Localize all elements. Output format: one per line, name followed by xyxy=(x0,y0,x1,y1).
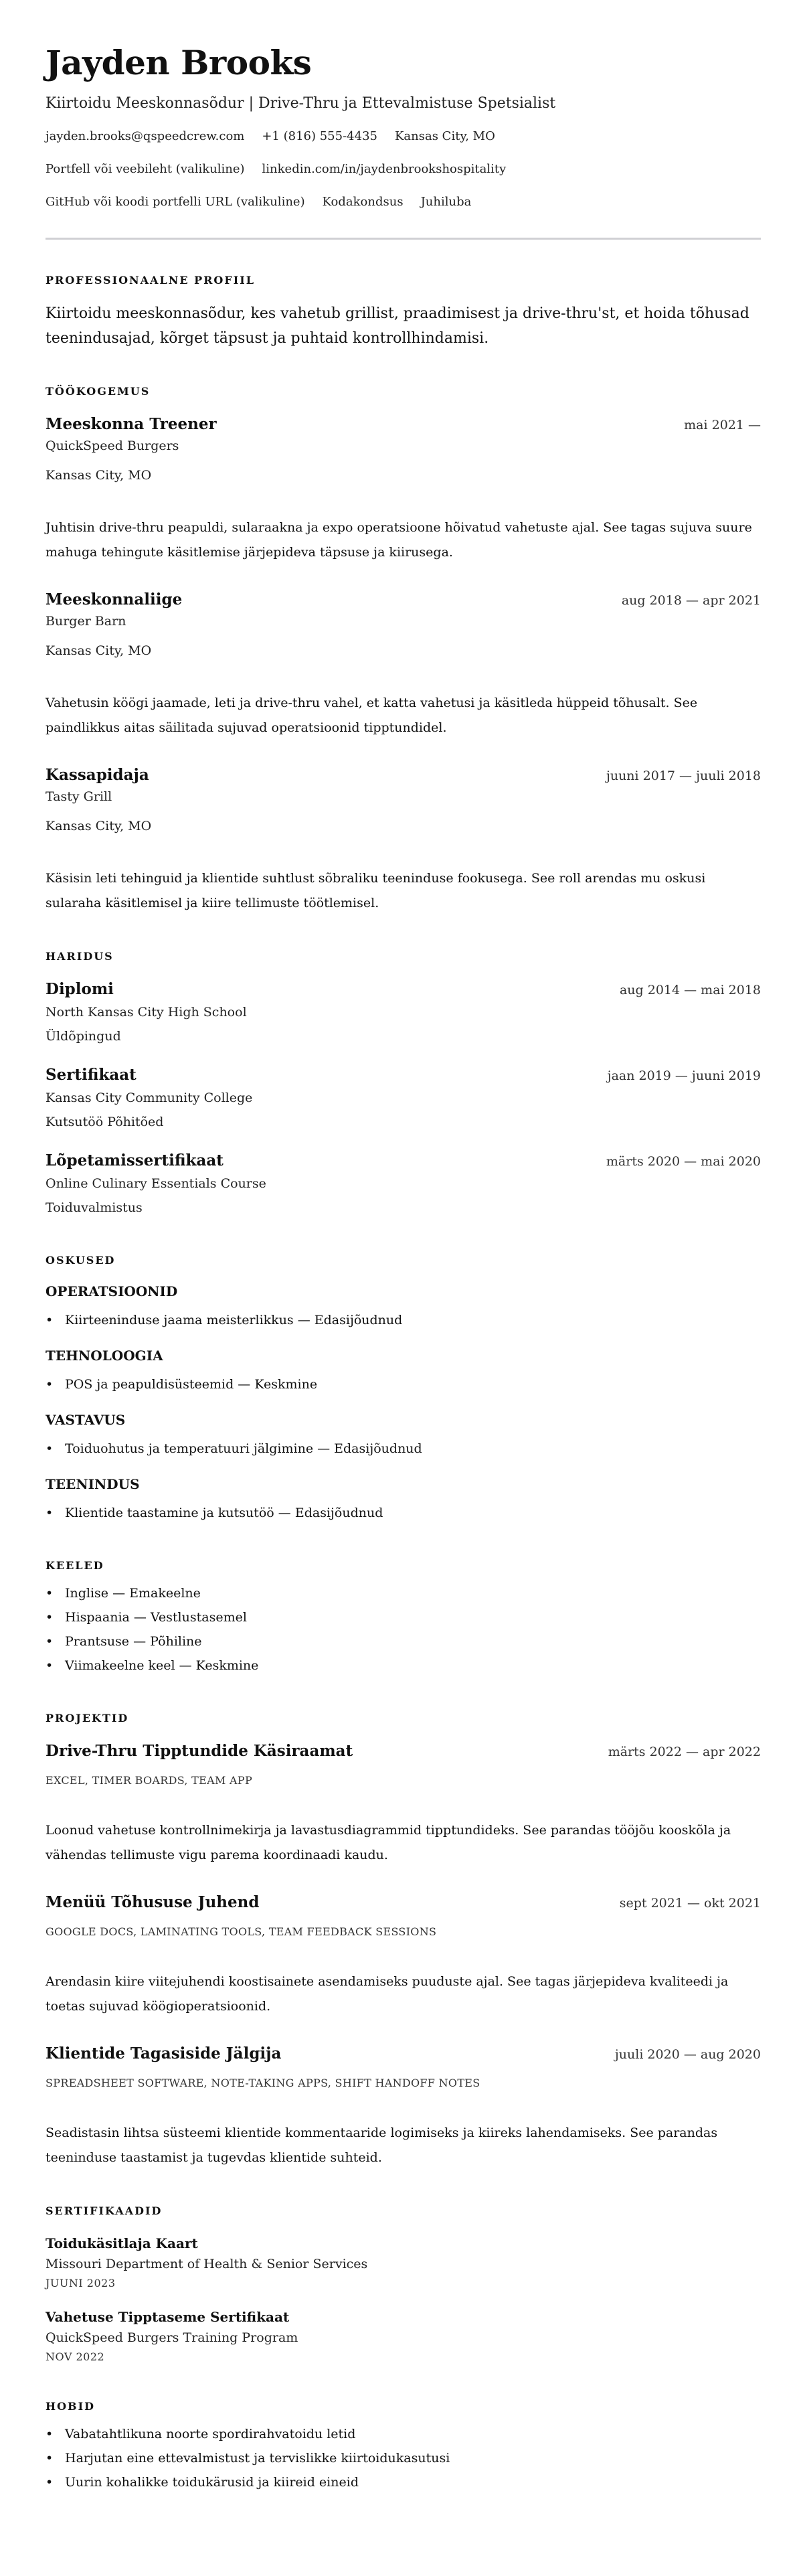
portfolio-link[interactable]: Portfell või veebileht (valikuline) xyxy=(46,162,245,176)
section-heading: HARIDUS xyxy=(46,950,114,963)
project-entry xyxy=(46,1741,761,1868)
skill-category: VASTAVUS xyxy=(46,1412,126,1428)
headline: Kiirtoidu Meeskonnasõdur | Drive-Thru ja Ettevalmistuse Spetsialist xyxy=(46,95,556,112)
languages-section xyxy=(46,1558,761,1678)
project-title: Klientide Tagasiside Jälgija xyxy=(46,2044,282,2063)
location: Kansas City, MO xyxy=(394,129,495,143)
project-entry xyxy=(46,1892,761,2019)
skill-list xyxy=(46,1372,761,1396)
candidate-name: Jayden Brooks xyxy=(46,43,312,82)
experience-section xyxy=(46,384,761,916)
hobby-item: • Uurin kohalikke toidukärusid ja kiireid eineid xyxy=(46,2470,761,2494)
section-heading: SERTIFIKAADID xyxy=(46,2204,163,2217)
skill-item: • POS ja peapuldisüsteemid — Keskmine xyxy=(46,1372,761,1396)
field-of-study: Üldõpingud xyxy=(46,1029,121,1044)
hobby-item: • Vabatahtlikuna noorte spordirahvatoidu letid xyxy=(46,2422,761,2446)
experience-entry xyxy=(46,589,761,740)
project-description: Arendasin kiire viitejuhendi koostisainete asendamiseks puuduste ajal. See tagas järjepideva kvaliteedi ja toetas sujuvad köögioperatsioonid. xyxy=(46,1974,729,2014)
company: Tasty Grill xyxy=(46,789,112,804)
skill-category: TEENINDUS xyxy=(46,1476,140,1492)
experience-entry xyxy=(46,764,761,916)
entry-header xyxy=(46,1741,761,1762)
entry-header xyxy=(46,414,761,435)
company: QuickSpeed Burgers xyxy=(46,438,179,453)
phone: +1 (816) 555-4435 xyxy=(262,129,377,143)
skill-item: • Toiduohutus ja temperatuuri jälgimine — Edasijõudnud xyxy=(46,1437,761,1461)
education-section xyxy=(46,949,761,1220)
job-location: Kansas City, MO xyxy=(46,643,152,658)
entry-header xyxy=(46,979,761,1000)
school: North Kansas City High School xyxy=(46,1005,247,1020)
education-dates: aug 2014 — mai 2018 xyxy=(619,983,761,997)
job-location: Kansas City, MO xyxy=(46,819,152,833)
project-entry xyxy=(46,2043,761,2170)
job-description: Käsisin leti tehinguid ja klientide suhtlust sõbraliku teeninduse fookusega. See roll arendas mu oskusi sularaha käsitlemisel ja kiire tellimuste töötlemisel. xyxy=(46,871,706,910)
profile-section xyxy=(46,273,761,351)
education-entry xyxy=(46,979,761,1048)
entry-header xyxy=(46,1892,761,1913)
entry-header xyxy=(46,1064,761,1086)
degree: Diplomi xyxy=(46,980,114,998)
job-dates: juuni 2017 — juuli 2018 xyxy=(606,769,761,783)
skill-list xyxy=(46,1437,761,1461)
drivers-license: Juhiluba xyxy=(420,195,472,209)
section-heading: PROFESSIONAALNE PROFIIL xyxy=(46,274,255,287)
email-link[interactable]: jayden.brooks@qspeedcrew.com xyxy=(46,129,245,143)
project-tech: SPREADSHEET SOFTWARE, NOTE-TAKING APPS, SHIFT HANDOFF NOTES xyxy=(46,2077,480,2089)
school: Online Culinary Essentials Course xyxy=(46,1176,266,1191)
field-of-study: Kutsutöö Põhitõed xyxy=(46,1115,164,1129)
project-title: Drive-Thru Tipptundide Käsiraamat xyxy=(46,1742,353,1760)
hobbies-section xyxy=(46,2399,761,2494)
project-tech: GOOGLE DOCS, LAMINATING TOOLS, TEAM FEEDBACK SESSIONS xyxy=(46,1925,437,1938)
citizenship: Kodakondsus xyxy=(322,195,404,209)
project-title: Menüü Tõhususe Juhend xyxy=(46,1893,260,1911)
job-location: Kansas City, MO xyxy=(46,468,152,483)
section-heading: OSKUSED xyxy=(46,1254,116,1267)
contact-line xyxy=(46,128,761,145)
certification-date: JUUNI 2023 xyxy=(46,2277,116,2289)
company: Burger Barn xyxy=(46,614,126,629)
entry-header xyxy=(46,1150,761,1172)
degree: Sertifikaat xyxy=(46,1066,137,1084)
skill-item: • Klientide taastamine ja kutsutöö — Edasijõudnud xyxy=(46,1501,761,1525)
skill-category: OPERATSIOONID xyxy=(46,1283,178,1299)
project-tech: EXCEL, TIMER BOARDS, TEAM APP xyxy=(46,1774,253,1787)
projects-section xyxy=(46,1711,761,2170)
education-entry xyxy=(46,1150,761,1220)
language-item: • Hispaania — Vestlustasemel xyxy=(46,1605,761,1629)
job-title: Meeskonna Treener xyxy=(46,415,217,433)
resume-header xyxy=(46,42,761,211)
job-description: Juhtisin drive-thru peapuldi, sularaakna ja expo operatsioone hõivatud vahetuste ajal. See tagas sujuva suure mahuga tehingute käsitlemise järjepideva täpsuse ja kiirusega. xyxy=(46,520,752,560)
skill-item: • Kiirteeninduse jaama meisterlikkus — Edasijõudnud xyxy=(46,1308,761,1332)
job-dates: mai 2021 — xyxy=(684,418,761,432)
language-item: • Prantsuse — Põhiline xyxy=(46,1629,761,1654)
skill-list xyxy=(46,1501,761,1525)
project-dates: märts 2022 — apr 2022 xyxy=(608,1745,761,1759)
job-title: Kassapidaja xyxy=(46,766,149,784)
github-link[interactable]: GitHub või koodi portfelli URL (valikuline) xyxy=(46,195,305,209)
school: Kansas City Community College xyxy=(46,1091,253,1105)
section-heading: KEELED xyxy=(46,1559,104,1572)
education-dates: jaan 2019 — juuni 2019 xyxy=(607,1068,761,1083)
skill-category: TEHNOLOOGIA xyxy=(46,1348,163,1364)
hobby-item: • Harjutan eine ettevalmistust ja tervislikke kiirtoidukasutusi xyxy=(46,2446,761,2470)
certification-title: Toidukäsitlaja Kaart xyxy=(46,2235,198,2251)
profile-text: Kiirtoidu meeskonnasõdur, kes vahetub grillist, praadimisest ja drive-thru'st, et hoida tõhusad teenindusajad, kõrget täpsust ja puhtaid kontrollhindamisi. xyxy=(46,305,749,347)
contact-line xyxy=(46,193,761,211)
certifications-section xyxy=(46,2204,761,2366)
project-dates: sept 2021 — okt 2021 xyxy=(619,1896,761,1911)
language-item: • Viimakeelne keel — Keskmine xyxy=(46,1654,761,1678)
entry-header xyxy=(46,2043,761,2065)
contact-line xyxy=(46,161,761,178)
experience-entry xyxy=(46,414,761,565)
project-description: Seadistasin lihtsa süsteemi klientide kommentaaride logimiseks ja kiireks lahendamiseks. See parandas teeninduse taastamist ja tugevdas klientide suhteid. xyxy=(46,2125,718,2165)
header-divider xyxy=(46,238,761,240)
project-dates: juuli 2020 — aug 2020 xyxy=(614,2047,761,2062)
job-dates: aug 2018 — apr 2021 xyxy=(621,593,761,608)
linkedin-link[interactable]: linkedin.com/in/jaydenbrookshospitality xyxy=(262,162,507,176)
hobby-list xyxy=(46,2422,761,2494)
entry-header xyxy=(46,764,761,786)
section-heading: TÖÖKOGEMUS xyxy=(46,385,151,398)
certification-issuer: QuickSpeed Burgers Training Program xyxy=(46,2330,298,2345)
certification-date: NOV 2022 xyxy=(46,2350,105,2363)
certification-issuer: Missouri Department of Health & Senior Services xyxy=(46,2257,368,2271)
job-title: Meeskonnaliige xyxy=(46,590,183,609)
education-entry xyxy=(46,1064,761,1134)
entry-header xyxy=(46,589,761,611)
skill-list xyxy=(46,1308,761,1332)
section-heading: HOBID xyxy=(46,2400,95,2413)
language-list xyxy=(46,1581,761,1678)
field-of-study: Toiduvalmistus xyxy=(46,1200,143,1215)
degree: Lõpetamissertifikaat xyxy=(46,1151,224,1170)
project-description: Loonud vahetuse kontrollnimekirja ja lavastusdiagrammid tipptundideks. See parandas tööjõu kooskõla ja vähendas tellimuste vigu parema koordinaadi kaudu. xyxy=(46,1823,731,1862)
language-item: • Inglise — Emakeelne xyxy=(46,1581,761,1605)
certification-title: Vahetuse Tipptaseme Sertifikaat xyxy=(46,2309,290,2325)
job-description: Vahetusin köögi jaamade, leti ja drive-thru vahel, et katta vahetusi ja käsitleda hüppeid tõhusalt. See paindlikkus aitas säilitada sujuvad operatsioonid tipptundidel. xyxy=(46,696,698,735)
skills-section xyxy=(46,1253,761,1525)
section-heading: PROJEKTID xyxy=(46,1712,129,1724)
education-dates: märts 2020 — mai 2020 xyxy=(606,1154,761,1169)
